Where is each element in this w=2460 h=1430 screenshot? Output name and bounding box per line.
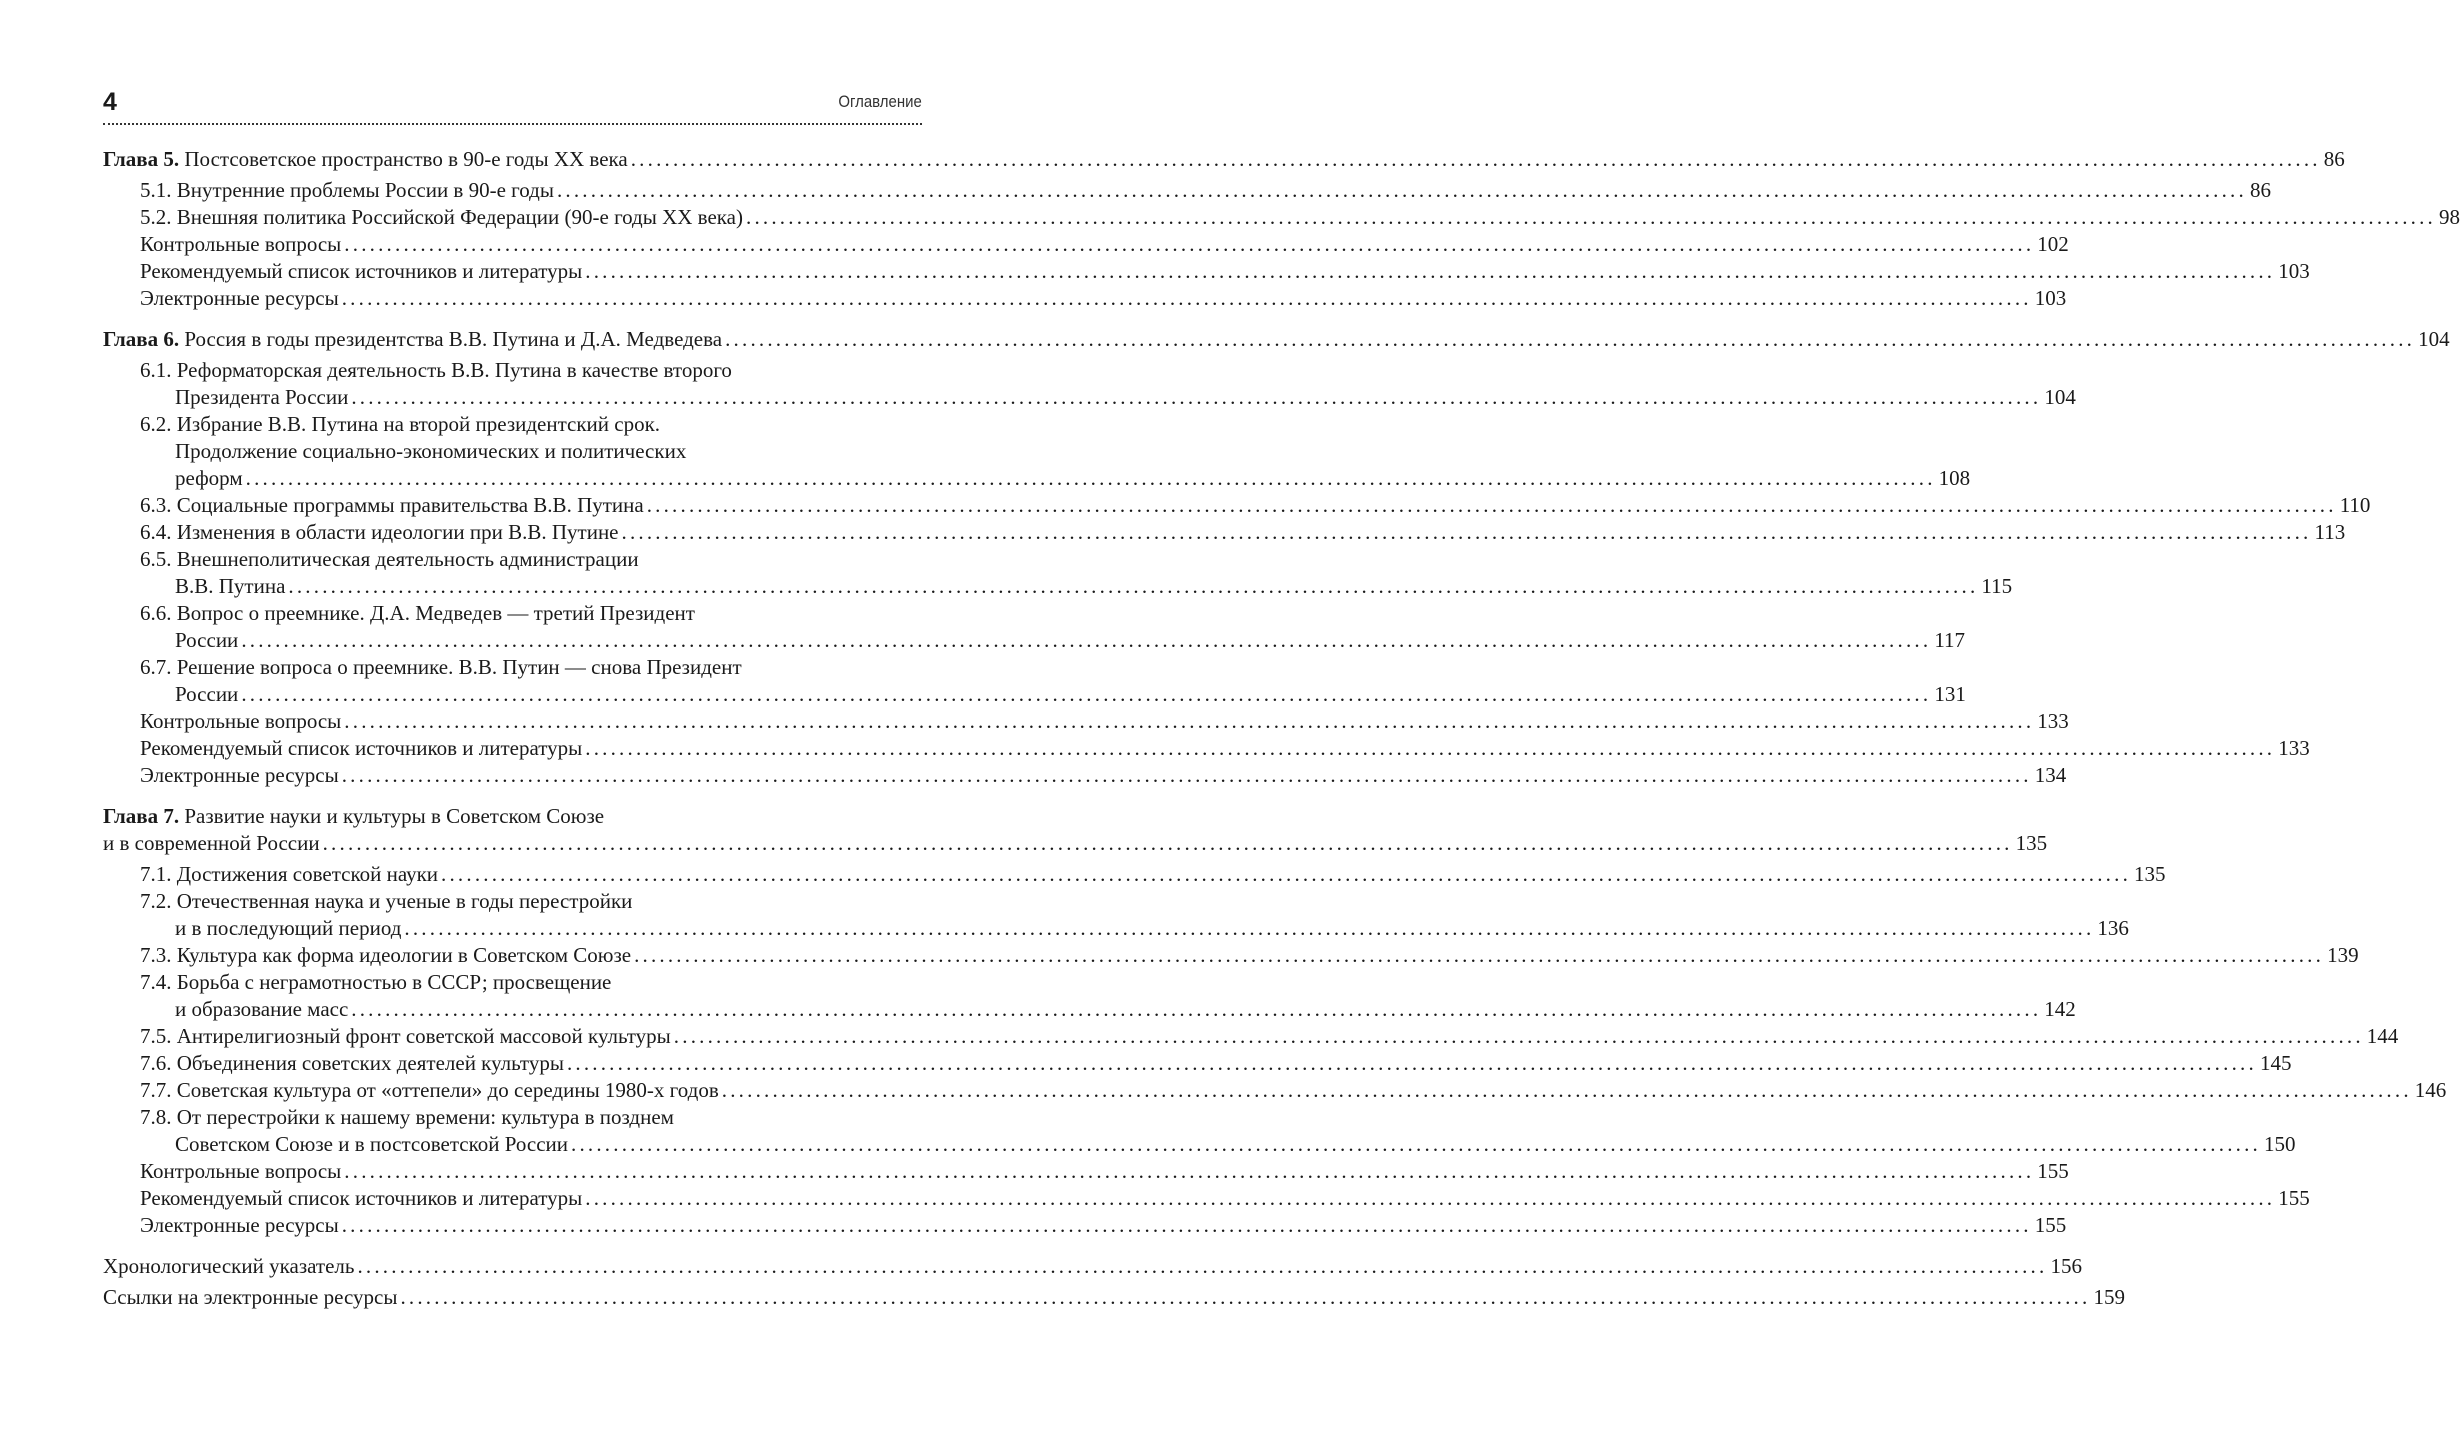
entry-text: 6.3. Социальные программы правительства В.В. Путина — [140, 493, 644, 517]
dot-leader: ........................................................................................................................................................................................................ — [400, 1285, 2091, 1309]
toc-line — [103, 465, 1971, 492]
toc-line — [103, 146, 2345, 173]
toc-entry[interactable] — [103, 1284, 2125, 1311]
dot-leader: ........................................................................................................................................................................................................ — [404, 916, 2095, 940]
chapter-block — [103, 326, 2450, 789]
entry-title — [103, 326, 722, 353]
entry-title — [175, 438, 686, 465]
page-ref: 108 — [1938, 466, 1971, 490]
toc-line — [103, 258, 2310, 285]
dot-leader: ........................................................................................................................................................................................................ — [725, 327, 2416, 351]
chapter-label: Глава 6. — [103, 327, 180, 351]
toc-line — [103, 1023, 2399, 1050]
page-ref: 139 — [2327, 943, 2359, 967]
toc-line — [103, 762, 2067, 789]
entry-title — [140, 708, 341, 735]
page-ref: 135 — [2015, 831, 2048, 855]
toc-line — [103, 915, 2129, 942]
entry-title — [140, 285, 339, 312]
entry-title — [175, 573, 285, 600]
entry-title — [140, 1185, 582, 1212]
entry-text: 6.4. Изменения в области идеологии при В.В. Путине — [140, 520, 619, 544]
entry-title — [140, 1158, 341, 1185]
entry-text: Президента России — [175, 385, 349, 409]
toc-line — [103, 357, 922, 384]
entry-title — [140, 1023, 671, 1050]
dot-leader: ........................................................................................................................................................................................................ — [288, 574, 1979, 598]
entry-text: Рекомендуемый список источников и литературы — [140, 1186, 583, 1210]
toc-line — [103, 438, 922, 465]
entry-title — [140, 762, 339, 789]
toc-line — [103, 861, 2166, 888]
toc-line — [103, 492, 2371, 519]
entry-title — [175, 1131, 568, 1158]
entry-text: 6.1. Реформаторская деятельность В.В. Путина в качестве второго — [140, 358, 732, 382]
page-ref: 113 — [2314, 520, 2346, 544]
entry-text: 7.1. Достижения советской науки — [140, 862, 439, 886]
toc-line — [103, 519, 2346, 546]
page-ref: 133 — [2037, 709, 2069, 733]
entry-text: и в последующий период — [175, 916, 402, 940]
entry-text: 7.7. Советская культура от «оттепели» до середины 1980-х годов — [140, 1078, 719, 1102]
page-ref: 102 — [2037, 232, 2069, 256]
entry-text: Рекомендуемый список источников и литературы — [140, 259, 583, 283]
entry-title — [140, 231, 341, 258]
entry-text: 7.6. Объединения советских деятелей культуры — [140, 1051, 564, 1075]
entry-title — [140, 519, 619, 546]
page-ref: 115 — [1981, 574, 2013, 598]
toc-entry[interactable] — [103, 146, 2345, 173]
toc-entry[interactable] — [103, 1050, 2292, 1077]
entry-title — [140, 1077, 719, 1104]
dot-leader: ........................................................................................................................................................................................................ — [344, 709, 2035, 733]
toc-entry[interactable] — [103, 177, 2271, 204]
entry-title — [140, 654, 742, 681]
toc-entry[interactable] — [103, 411, 1971, 492]
toc-entry[interactable] — [103, 735, 2310, 762]
entry-title — [140, 204, 743, 231]
entry-title — [103, 803, 604, 830]
entry-title — [140, 1104, 674, 1131]
dot-leader: ........................................................................................................................................................................................................ — [341, 763, 2032, 787]
toc-line — [103, 969, 922, 996]
entry-title — [140, 735, 582, 762]
dot-leader: ........................................................................................................................................................................................................ — [630, 147, 2321, 171]
entry-text: и образование масс — [175, 997, 349, 1021]
table-of-contents — [103, 146, 2460, 1311]
toc-line — [103, 573, 2013, 600]
toc-entry[interactable] — [103, 492, 2371, 519]
page-ref: 103 — [2278, 259, 2310, 283]
entry-text: Электронные ресурсы — [140, 763, 339, 787]
entry-title — [140, 969, 611, 996]
entry-title — [140, 546, 639, 573]
entry-title — [140, 411, 660, 438]
toc-line — [103, 654, 922, 681]
entry-title — [140, 258, 582, 285]
dot-leader: ........................................................................................................................................................................................................ — [241, 628, 1932, 652]
entry-title — [140, 1050, 564, 1077]
toc-line — [103, 546, 922, 573]
toc-line — [103, 1131, 2296, 1158]
running-title: Оглавление — [838, 92, 922, 111]
dot-leader: ........................................................................................................................................................................................................ — [351, 385, 2042, 409]
toc-line — [103, 326, 2450, 353]
entry-text: Контрольные вопросы — [140, 232, 342, 256]
toc-line — [103, 1158, 2069, 1185]
toc-line — [103, 384, 2076, 411]
page-ref: 145 — [2259, 1051, 2292, 1075]
page-ref: 98 — [2439, 205, 2460, 229]
toc-entry[interactable] — [103, 1253, 2082, 1280]
toc-line — [103, 1050, 2292, 1077]
dot-leader: ........................................................................................................................................................................................................ — [351, 997, 2042, 1021]
entry-text: и в современной России — [103, 831, 320, 855]
entry-text: 7.3. Культура как форма идеологии в Советском Союзе — [140, 943, 632, 967]
toc-line — [103, 231, 2069, 258]
entry-text: Ссылки на электронные ресурсы — [103, 1285, 398, 1309]
toc-entry[interactable] — [103, 1077, 2447, 1104]
entry-text: 6.6. Вопрос о преемнике. Д.А. Медведев — третий Президент — [140, 601, 695, 625]
page-ref: 156 — [2050, 1254, 2082, 1278]
toc-line — [103, 803, 922, 830]
entry-text: 7.5. Антирелигиозный фронт советской массовой культуры — [140, 1024, 671, 1048]
entry-title — [140, 357, 732, 384]
entry-text: 6.5. Внешнеполитическая деятельность администрации — [140, 547, 639, 571]
entry-text: Контрольные вопросы — [140, 709, 342, 733]
dot-leader: ........................................................................................................................................................................................................ — [721, 1078, 2412, 1102]
page-ref: 155 — [2037, 1159, 2069, 1183]
toc-line — [103, 411, 922, 438]
toc-line — [103, 681, 1966, 708]
page-ref: 144 — [2366, 1024, 2399, 1048]
entry-text: России — [175, 628, 239, 652]
entry-text: 5.1. Внутренние проблемы России в 90-е годы — [140, 178, 554, 202]
entry-title — [175, 915, 401, 942]
dot-leader: ........................................................................................................................................................................................................ — [585, 1186, 2276, 1210]
page-ref: 155 — [2034, 1213, 2067, 1237]
entry-text: 7.2. Отечественная наука и ученые в годы перестройки — [140, 889, 633, 913]
entry-text: Советском Союзе и в постсоветской России — [175, 1132, 568, 1156]
toc-entry[interactable] — [103, 1023, 2399, 1050]
toc-entry[interactable] — [103, 1104, 2296, 1158]
toc-line — [103, 708, 2069, 735]
chapter-block — [103, 803, 2447, 1239]
entry-text: Электронные ресурсы — [140, 1213, 339, 1237]
toc-line — [103, 996, 2076, 1023]
entry-title — [140, 1212, 339, 1239]
page-header — [103, 88, 922, 118]
page-ref: 134 — [2034, 763, 2067, 787]
toc-line — [103, 735, 2310, 762]
dot-leader: ........................................................................................................................................................................................................ — [585, 736, 2276, 760]
toc-line — [103, 285, 2067, 312]
toc-line — [103, 1212, 2067, 1239]
entry-title — [140, 600, 695, 627]
dot-leader: ........................................................................................................................................................................................................ — [341, 286, 2032, 310]
dot-leader: ........................................................................................................................................................................................................ — [556, 178, 2247, 202]
entry-text: Электронные ресурсы — [140, 286, 339, 310]
page-ref: 146 — [2414, 1078, 2447, 1102]
page-number: 4 — [103, 88, 117, 116]
page-ref: 135 — [2134, 862, 2166, 886]
toc-entry[interactable] — [103, 1185, 2310, 1212]
page-ref: 104 — [2418, 327, 2450, 351]
toc-entry[interactable] — [103, 762, 2067, 789]
chapter-block — [103, 1253, 2125, 1311]
page-ref: 103 — [2034, 286, 2067, 310]
toc-line — [103, 177, 2271, 204]
dot-leader: ........................................................................................................................................................................................................ — [441, 862, 2132, 886]
toc-entry[interactable] — [103, 231, 2069, 258]
dot-leader: ........................................................................................................................................................................................................ — [566, 1051, 2257, 1075]
toc-line — [103, 600, 922, 627]
entry-title — [140, 492, 644, 519]
entry-title — [103, 1253, 354, 1280]
entry-title — [175, 996, 348, 1023]
dot-leader: ........................................................................................................................................................................................................ — [746, 205, 2436, 229]
entry-title — [175, 465, 243, 492]
toc-entry[interactable] — [103, 519, 2346, 546]
dot-leader: ........................................................................................................................................................................................................ — [344, 1159, 2035, 1183]
toc-entry[interactable] — [103, 326, 2450, 353]
page-ref: 117 — [1934, 628, 1966, 652]
toc-entry[interactable] — [103, 1158, 2069, 1185]
page-ref: 159 — [2093, 1285, 2125, 1309]
page-ref: 131 — [1934, 682, 1966, 706]
header-divider — [103, 123, 922, 125]
entry-text: Контрольные вопросы — [140, 1159, 342, 1183]
toc-line — [103, 830, 2048, 857]
page-ref: 104 — [2044, 385, 2076, 409]
toc-line — [103, 942, 2359, 969]
chapter-block — [103, 146, 2460, 312]
toc-line — [103, 627, 1966, 654]
dot-leader: ........................................................................................................................................................................................................ — [646, 493, 2337, 517]
toc-entry[interactable] — [103, 969, 2076, 1023]
dot-leader: ........................................................................................................................................................................................................ — [341, 1213, 2032, 1237]
toc-entry[interactable] — [103, 708, 2069, 735]
entry-text: Хронологический указатель — [103, 1254, 355, 1278]
dot-leader: ........................................................................................................................................................................................................ — [357, 1254, 2048, 1278]
toc-line — [103, 1185, 2310, 1212]
dot-leader: ........................................................................................................................................................................................................ — [585, 259, 2276, 283]
toc-entry[interactable] — [103, 204, 2460, 231]
dot-leader: ........................................................................................................................................................................................................ — [634, 943, 2325, 967]
entry-text: Россия в годы президентства В.В. Путина и Д.А. Медведева — [184, 327, 723, 351]
toc-line — [103, 204, 2460, 231]
toc-entry[interactable] — [103, 803, 2048, 857]
entry-text: реформ — [175, 466, 243, 490]
entry-title — [103, 1284, 397, 1311]
entry-title — [103, 830, 320, 857]
page-ref: 150 — [2264, 1132, 2296, 1156]
entry-text: России — [175, 682, 239, 706]
entry-text: 7.8. От перестройки к нашему времени: культура в позднем — [140, 1105, 674, 1129]
entry-title — [175, 627, 238, 654]
toc-entry[interactable] — [103, 546, 2013, 600]
dot-leader: ........................................................................................................................................................................................................ — [571, 1132, 2261, 1156]
page-ref: 110 — [2339, 493, 2371, 517]
entry-text: Продолжение социально-экономических и политических — [175, 439, 687, 463]
dot-leader: ........................................................................................................................................................................................................ — [673, 1024, 2364, 1048]
entry-text: 6.7. Решение вопроса о преемнике. В.В. Путин — снова Президент — [140, 655, 742, 679]
entry-text: Рекомендуемый список источников и литературы — [140, 736, 583, 760]
toc-entry[interactable] — [103, 600, 1966, 654]
chapter-label: Глава 5. — [103, 147, 180, 171]
toc-line — [103, 1077, 2447, 1104]
toc-entry[interactable] — [103, 942, 2359, 969]
entry-title — [140, 942, 631, 969]
toc-entry[interactable] — [103, 357, 2076, 411]
entry-title — [140, 177, 554, 204]
dot-leader: ........................................................................................................................................................................................................ — [245, 466, 1936, 490]
entry-text: 6.2. Избрание В.В. Путина на второй президентский срок. — [140, 412, 661, 436]
toc-line — [103, 1253, 2082, 1280]
entry-title — [140, 861, 438, 888]
toc-entry[interactable] — [103, 258, 2310, 285]
chapter-label: Глава 7. — [103, 804, 180, 828]
entry-text: В.В. Путина — [175, 574, 286, 598]
dot-leader: ........................................................................................................................................................................................................ — [621, 520, 2312, 544]
entry-text: Постсоветское пространство в 90-е годы XX века — [184, 147, 628, 171]
dot-leader: ........................................................................................................................................................................................................ — [322, 831, 2013, 855]
entry-text: 5.2. Внешняя политика Российской Федерации (90-е годы XX века) — [140, 205, 743, 229]
toc-line — [103, 1104, 922, 1131]
page-ref: 155 — [2278, 1186, 2310, 1210]
page-ref: 133 — [2278, 736, 2310, 760]
toc-line — [103, 888, 922, 915]
entry-text: 7.4. Борьба с неграмотностью в СССР; просвещение — [140, 970, 612, 994]
page-ref: 86 — [2323, 147, 2345, 171]
entry-title — [103, 146, 628, 173]
entry-title — [175, 384, 348, 411]
toc-entry[interactable] — [103, 888, 2129, 942]
dot-leader: ........................................................................................................................................................................................................ — [344, 232, 2035, 256]
toc-entry[interactable] — [103, 285, 2067, 312]
dot-leader: ........................................................................................................................................................................................................ — [241, 682, 1932, 706]
toc-entry[interactable] — [103, 1212, 2067, 1239]
page-ref: 86 — [2249, 178, 2271, 202]
page-ref: 142 — [2044, 997, 2076, 1021]
entry-title — [140, 888, 632, 915]
entry-text: Развитие науки и культуры в Советском Союзе — [184, 804, 605, 828]
page-ref: 136 — [2097, 916, 2129, 940]
toc-entry[interactable] — [103, 654, 1966, 708]
toc-line — [103, 1284, 2125, 1311]
toc-entry[interactable] — [103, 861, 2166, 888]
entry-title — [175, 681, 238, 708]
